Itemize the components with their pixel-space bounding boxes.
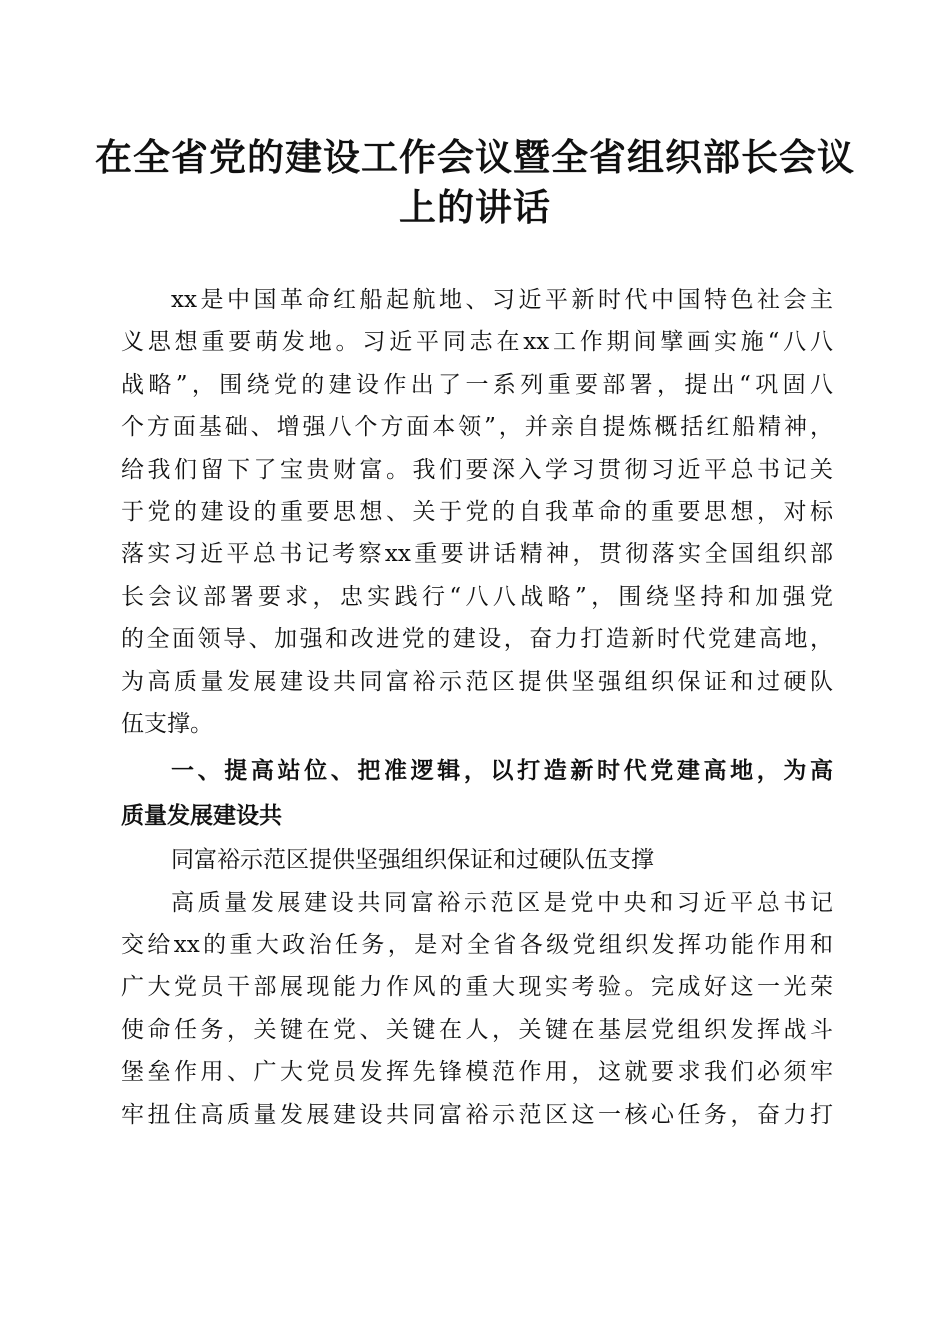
text-line: 高质量发展建设共同富裕示范区是党中央和习近平总书记: [171, 889, 833, 916]
text-line: 使命任务，关键在党、关键在人，关键在基层党组织发挥战斗: [121, 1016, 833, 1043]
text-line: 堡垒作用、广大党员发挥先锋模范作用，这就要求我们必须牢: [121, 1059, 833, 1086]
text-line: 伍支撑。: [121, 710, 213, 737]
text-line: 同富裕示范区提供坚强组织保证和过硬队伍支撑: [171, 847, 654, 874]
heading-line: 质量发展建设共: [121, 803, 282, 830]
text-line: 广大党员干部展现能力作风的重大现实考验。完成好这一光荣: [121, 974, 833, 1001]
text-line: 于党的建设的重要思想、关于党的自我革命的重要思想，对标: [121, 498, 833, 525]
text-line: 给我们留下了宝贵财富。我们要深入学习贯彻习近平总书记关: [121, 456, 833, 483]
text-line: 义思想重要萌发地。习近平同志在xx工作期间擘画实施“八八: [121, 329, 833, 356]
text-line: 落实习近平总书记考察xx重要讲话精神，贯彻落实全国组织部: [121, 541, 833, 568]
speech-title: [60, 132, 890, 232]
text-line: 交给xx的重大政治任务，是对全省各级党组织发挥功能作用和: [121, 932, 833, 959]
text-line: 为高质量发展建设共同富裕示范区提供坚强组织保证和过硬队: [121, 668, 833, 695]
section-heading-1: [121, 749, 833, 839]
heading-continuation: [121, 839, 833, 881]
document-body: [121, 279, 833, 1136]
text-line: 长会议部署要求，忠实践行“八八战略”，围绕坚持和加强党: [121, 583, 833, 610]
paragraph-section-1: [121, 882, 833, 1136]
text-line: 战略”，围绕党的建设作出了一系列重要部署，提出“巩固八: [121, 371, 833, 398]
title-line: 上的讲话: [399, 185, 551, 229]
paragraph-intro: [121, 279, 833, 745]
text-line: 个方面基础、增强八个方面本领”，并亲自提炼概括红船精神，: [121, 414, 833, 441]
title-line: 在全省党的建设工作会议暨全省组织部长会议: [95, 135, 855, 179]
text-line: 的全面领导、加强和改进党的建设，奋力打造新时代党建高地，: [121, 626, 833, 653]
heading-line: 一、提高站位、把准逻辑，以打造新时代党建高地，为高: [171, 758, 833, 785]
text-line: xx是中国革命红船起航地、习近平新时代中国特色社会主: [171, 287, 833, 313]
text-line: 牢扭住高质量发展建设共同富裕示范区这一核心任务，奋力打: [121, 1101, 833, 1128]
